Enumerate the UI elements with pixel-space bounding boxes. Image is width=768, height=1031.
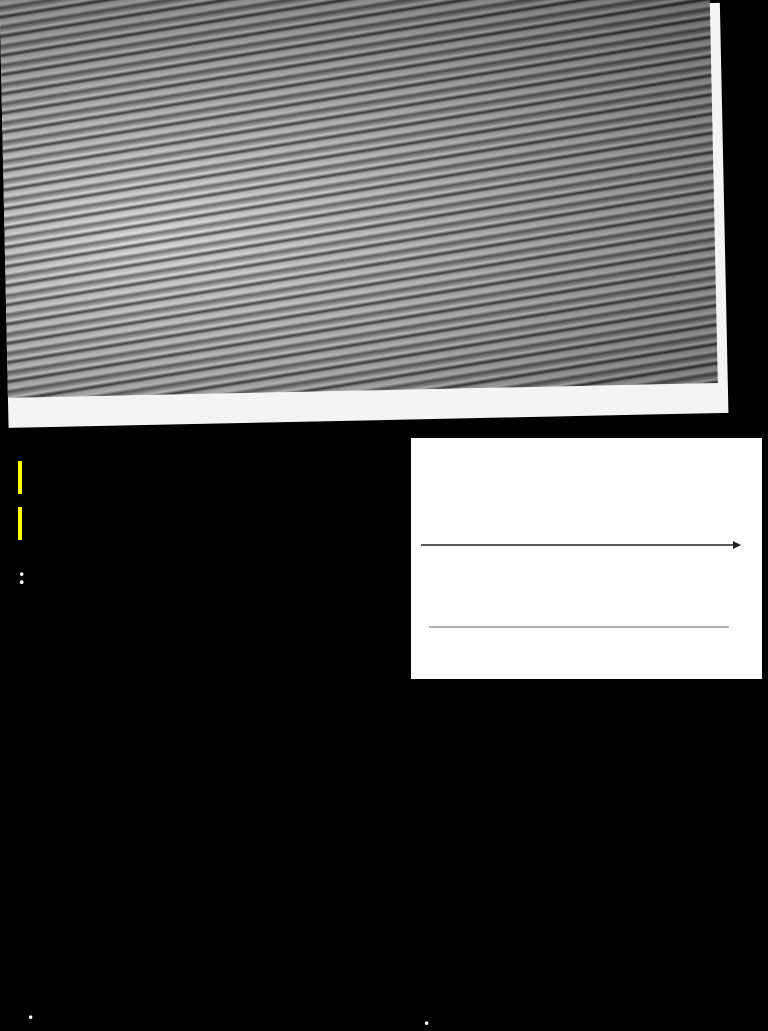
- timeline-arrow-icon: [733, 541, 741, 549]
- history-heading-line1: [18, 461, 22, 494]
- hero-image-frame: [0, 3, 728, 428]
- history-heading-line2: [18, 507, 22, 540]
- timeline-graphic: [411, 438, 762, 679]
- fads-trends-first-bullet: •: [423, 1017, 431, 1031]
- newspaper-photo: [0, 0, 718, 398]
- history-heading: [18, 455, 168, 547]
- typography-evolution-figure: [411, 438, 762, 679]
- computer-typesetting-first-bullet: •: [27, 1011, 35, 1025]
- history-bullet-list: [16, 566, 326, 574]
